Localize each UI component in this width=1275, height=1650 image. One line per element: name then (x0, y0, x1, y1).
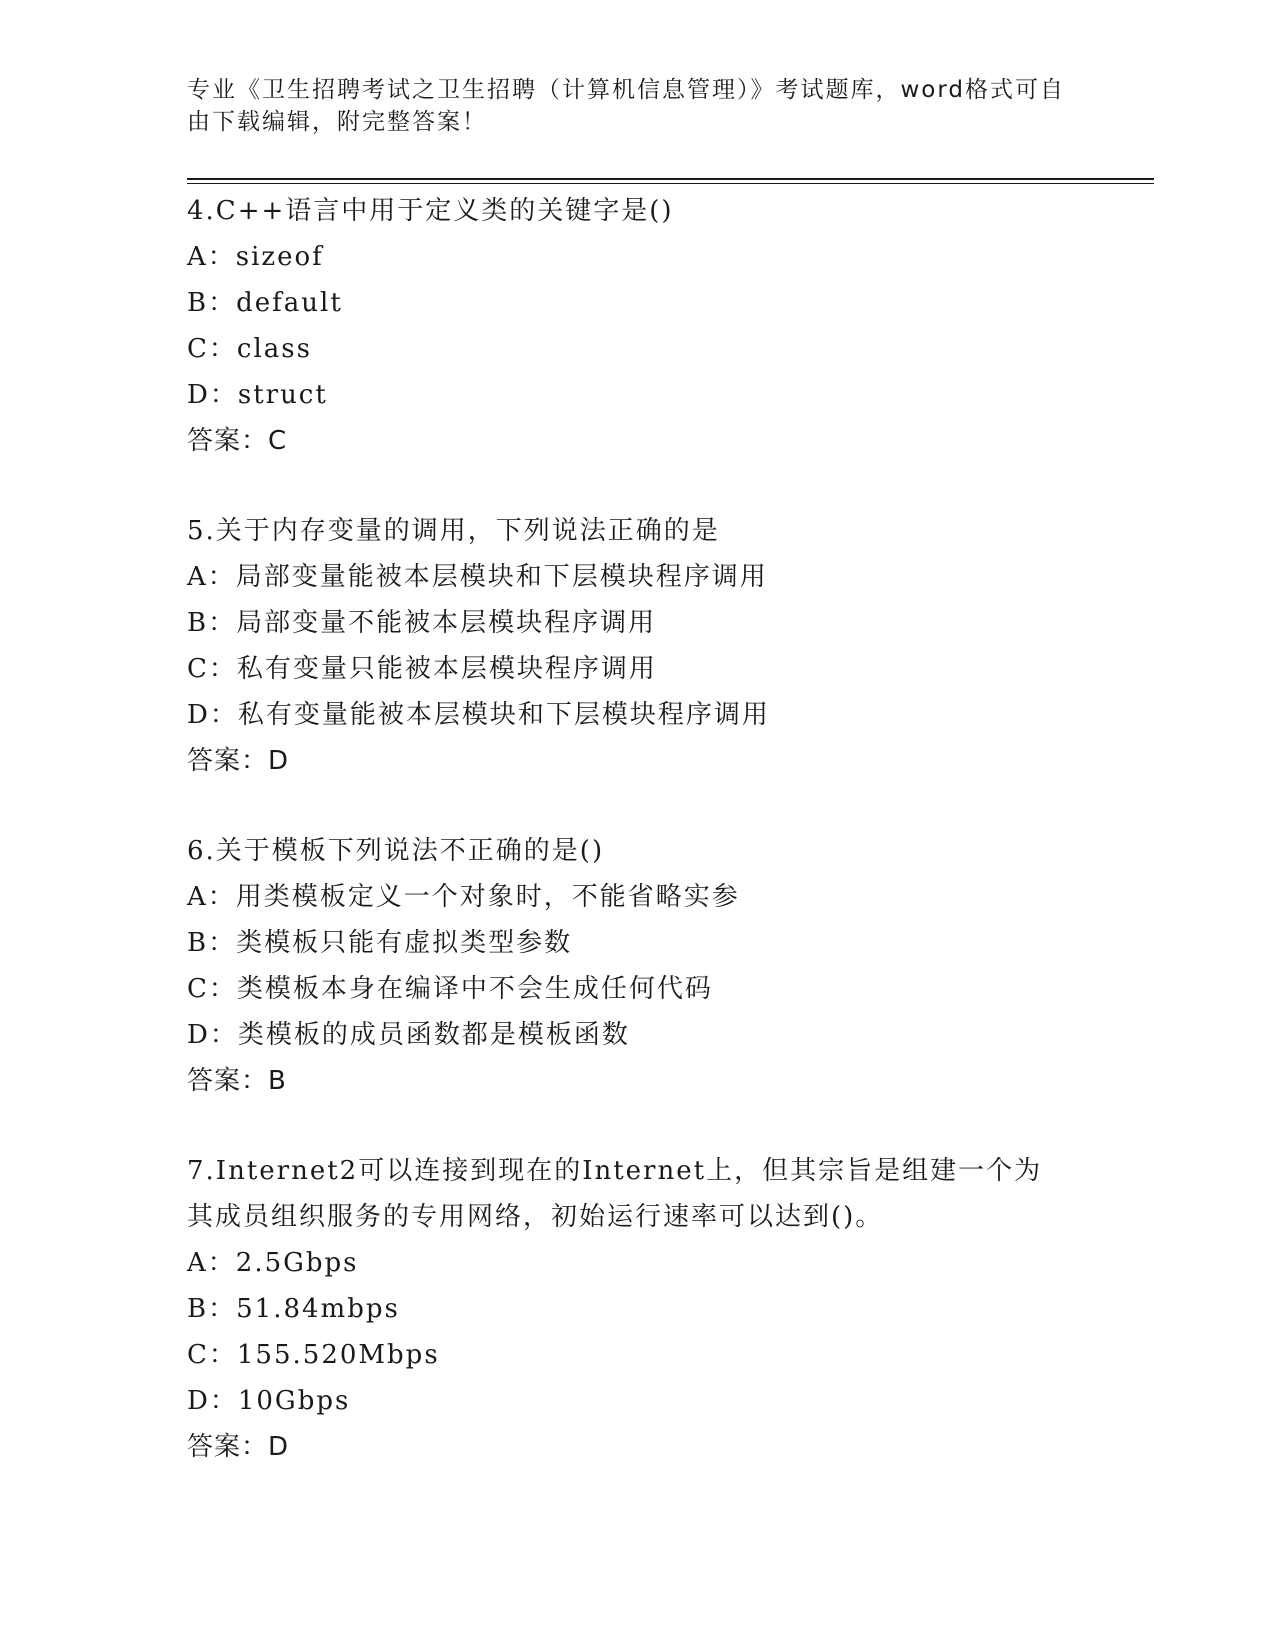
option-c: C：类模板本身在编译中不会生成任何代码 (187, 974, 713, 1004)
option-c: C：class (187, 334, 312, 364)
option-a: A：局部变量能被本层模块和下层模块程序调用 (187, 562, 768, 592)
question-6 (187, 828, 1087, 1104)
question-stem: 5.关于内存变量的调用，下列说法正确的是 (187, 516, 720, 546)
header-divider-thin (187, 183, 1154, 184)
option-a: A：用类模板定义一个对象时，不能省略实参 (187, 882, 740, 912)
answer-line: 答案：C (187, 426, 288, 456)
answer-line: 答案：D (187, 1432, 290, 1462)
header-divider-thick (187, 178, 1154, 180)
question-4 (187, 188, 1087, 464)
question-7 (187, 1148, 1087, 1470)
option-d: D：struct (187, 380, 328, 410)
option-a: A：2.5Gbps (187, 1248, 359, 1278)
option-d: D：私有变量能被本层模块和下层模块程序调用 (187, 700, 770, 730)
option-a: A：sizeof (187, 242, 324, 272)
option-c: C：155.520Mbps (187, 1340, 440, 1370)
option-b: B：局部变量不能被本层模块程序调用 (187, 608, 657, 638)
option-c: C：私有变量只能被本层模块程序调用 (187, 654, 657, 684)
option-b: B：default (187, 288, 343, 318)
question-stem: 7.Internet2可以连接到现在的Internet上，但其宗旨是组建一个为其成员组织服务的专用网络，初始运行速率可以达到()。 (187, 1156, 1043, 1232)
answer-line: 答案：B (187, 1066, 287, 1096)
option-d: D：10Gbps (187, 1386, 351, 1416)
option-b: B：51.84mbps (187, 1294, 400, 1324)
question-5 (187, 508, 1087, 784)
option-d: D：类模板的成员函数都是模板函数 (187, 1020, 630, 1050)
document-header: 专业《卫生招聘考试之卫生招聘（计算机信息管理）》考试题库，word格式可自由下载编辑，附完整答案！ (187, 77, 1066, 135)
question-stem: 6.关于模板下列说法不正确的是() (187, 836, 605, 866)
answer-line: 答案：D (187, 746, 290, 776)
option-b: B：类模板只能有虚拟类型参数 (187, 928, 573, 958)
question-list (187, 188, 1087, 1470)
question-stem: 4.C++语言中用于定义类的关键字是() (187, 196, 674, 226)
